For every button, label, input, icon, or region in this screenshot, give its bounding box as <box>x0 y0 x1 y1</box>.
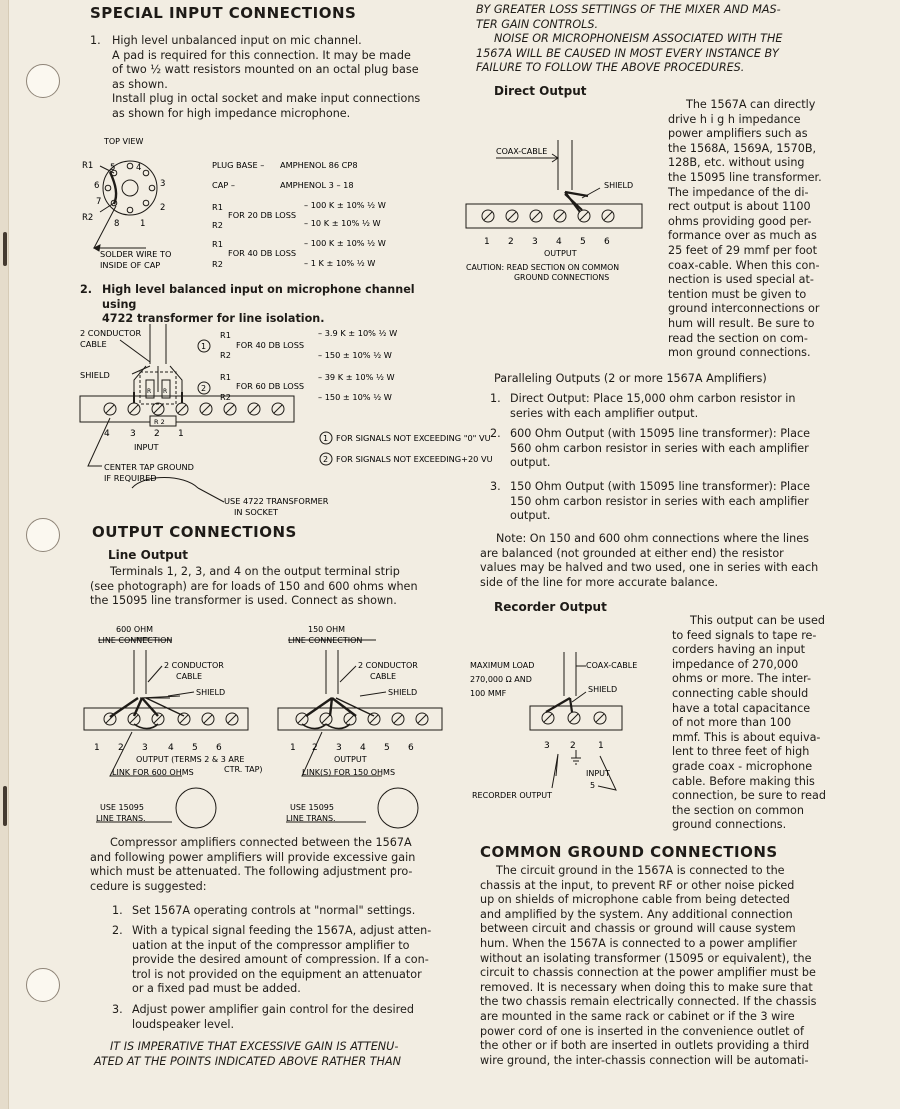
terminal-number: 5 <box>580 237 586 247</box>
line-output-heading: Line Output <box>108 548 188 562</box>
text-line: 560 ohm carbon resistor in series with each amplifier <box>510 441 809 455</box>
terminal-number: 6 <box>604 237 610 247</box>
loss-40-label: FOR 40 DB LOSS <box>228 248 297 258</box>
item-2-text <box>102 283 452 327</box>
step-3-number: 3. <box>112 1003 123 1016</box>
text-line: mmf. This is about equiva- <box>672 730 821 744</box>
r1-value: – 39 K ± 10% ½ W <box>318 372 395 382</box>
r2-box-label: R 2 <box>154 418 165 426</box>
transformer-note: USE 15095 <box>100 803 144 812</box>
text-line: 150 ohm carbon resistor in series with each amplifier <box>510 494 809 508</box>
step-1-text <box>132 904 452 919</box>
text-line: The 1567A can directly <box>686 98 816 111</box>
item-1-number: 1. <box>90 34 101 47</box>
transformer-symbol <box>378 788 418 828</box>
punch-hole <box>26 64 60 98</box>
text-line: Note: On 150 and 600 ohm connections where the lines <box>496 532 809 545</box>
terminal-number: 2 <box>508 237 514 247</box>
terminal-number: 2 <box>312 743 318 753</box>
solder-note: INSIDE OF CAP <box>100 260 161 270</box>
terminal-number: 5 <box>192 743 198 753</box>
item-1-text <box>112 34 452 122</box>
step-1-number: 1. <box>112 904 123 917</box>
600-ohm-label: 600 OHM <box>116 625 154 634</box>
text-line: coax-cable. When this con- <box>668 258 820 272</box>
parallel-item-text <box>510 392 832 421</box>
text-line: FAILURE TO FOLLOW THE ABOVE PROCEDURES. <box>476 61 745 75</box>
pin-label: 1 <box>140 219 146 229</box>
text-line: loudspeaker level. <box>132 1017 235 1031</box>
shield-label: SHIELD <box>388 688 418 697</box>
terminal-number: 2 <box>118 743 124 753</box>
loss-20-label: FOR 20 DB LOSS <box>228 210 297 220</box>
text-line: of two ½ watt resistors mounted on an octal plug base <box>112 63 419 77</box>
compressor-text <box>90 836 446 894</box>
r1-label: R1 <box>212 202 223 212</box>
paralleling-note <box>480 532 832 590</box>
common-ground-text <box>480 864 830 1068</box>
text-line: the other or if both are inserted in outlets providing a third <box>480 1039 810 1053</box>
pin-label: 6 <box>94 181 100 191</box>
text-line: ATED AT THE POINTS INDICATED ABOVE RATHER THAN <box>94 1054 401 1068</box>
binding-mark <box>3 232 7 266</box>
shield-label: SHIELD <box>196 688 226 697</box>
option-1-number: 1 <box>201 342 207 351</box>
r2-value: – 150 ± 10% ½ W <box>318 392 392 402</box>
max-load-label: MAXIMUM LOAD <box>470 661 535 670</box>
parallel-item-number: 2. <box>490 427 501 440</box>
step-3-text <box>132 1003 452 1032</box>
cable-label: 2 CONDUCTOR <box>164 661 224 670</box>
text-line: to feed signals to tape re- <box>672 628 817 642</box>
text-line: A pad is required for this connection. It may be made <box>112 48 411 62</box>
text-line: cedure is suggested: <box>90 879 207 893</box>
direct-output-text <box>668 98 832 361</box>
r2-value: – 1 K ± 10% ½ W <box>304 258 376 268</box>
cable-label: CABLE <box>370 672 397 681</box>
text-line: chassis at the input, to prevent RF or other noise picked <box>480 878 795 892</box>
link-600-label: LINK FOR 600 OHMS <box>112 768 194 777</box>
solder-note: SOLDER WIRE TO <box>100 249 172 259</box>
terminal-number: 4 <box>168 743 174 753</box>
text-line: lent to three feet of high <box>672 745 810 759</box>
terminal-strip <box>80 396 294 422</box>
cap-value: AMPHENOL 3 – 18 <box>280 180 354 190</box>
warning-continued <box>476 3 832 76</box>
max-load-label: 100 MMF <box>470 689 507 698</box>
r1-value: – 100 K ± 10% ½ W <box>304 238 386 248</box>
text-line: formance over as much as <box>668 229 817 243</box>
output-label: OUTPUT <box>544 249 577 258</box>
text-line: (see photograph) are for loads of 150 and 600 ohms when <box>90 579 418 593</box>
text-line: removed. It is necessary when doing this to make sure that <box>480 980 813 994</box>
terminal-strip <box>530 706 622 730</box>
paralleling-heading: Paralleling Outputs (2 or more 1567A Amplifiers) <box>494 372 767 385</box>
signal-note: FOR SIGNALS NOT EXCEEDING+20 VU <box>336 454 493 464</box>
text-line: The impedance of the di- <box>668 185 809 199</box>
text-line: Terminals 1, 2, 3, and 4 on the output terminal strip <box>110 565 400 578</box>
pin-label: 3 <box>160 179 166 189</box>
input-number: 5 <box>590 781 596 790</box>
text-line: between circuit and chassis or ground will cause system <box>480 922 796 936</box>
text-line: circuit to chassis connection at the power amplifier must be <box>480 966 816 980</box>
cable-label: 2 CONDUCTOR <box>80 328 142 338</box>
terminal-number: 3 <box>142 743 148 753</box>
text-line: the two chassis remain electrically connected. If the chassis <box>480 995 817 1009</box>
terminal-number: 2 <box>154 429 160 439</box>
text-line: power amplifiers such as <box>668 127 808 141</box>
text-line: read the section on com- <box>668 331 808 345</box>
text-line: as shown for high impedance microphone. <box>112 106 351 120</box>
item-2-number: 2. <box>80 283 93 296</box>
recorder-output-diagram <box>468 648 668 806</box>
text-line: With a typical signal feeding the 1567A, adjust atten- <box>132 924 432 937</box>
output-terms-label: OUTPUT (TERMS 2 & 3 ARE <box>136 755 245 764</box>
text-line: up on shields of microphone cable from being detected <box>480 893 790 907</box>
text-line: ohms or more. The inter- <box>672 672 812 686</box>
text-line: connection, be sure to read <box>672 789 826 803</box>
transformer-note: LINE TRANS. <box>96 814 146 823</box>
text-line: rect output is about 1100 <box>668 200 811 214</box>
r1-label: R1 <box>220 330 231 340</box>
pin-label: 5 <box>110 163 116 173</box>
text-line: Install plug in octal socket and make input connections <box>112 92 421 106</box>
text-line: cable. Before making this <box>672 774 815 788</box>
socket-key <box>122 180 138 196</box>
terminal-number: 1 <box>598 741 604 751</box>
terminal-number: 6 <box>408 743 414 753</box>
resistor-label: R <box>163 388 168 395</box>
text-line: 1567A WILL BE CAUSED IN MOST EVERY INSTANCE BY <box>476 46 779 60</box>
text-line: which must be attenuated. The following adjustment pro- <box>90 865 413 879</box>
loss-60-label: FOR 60 DB LOSS <box>236 381 305 391</box>
text-line: nection is used special at- <box>668 273 814 287</box>
cable-label: 2 CONDUCTOR <box>358 661 418 670</box>
terminal-number: 1 <box>178 429 184 439</box>
text-line: High level unbalanced input on mic channel. <box>112 34 362 47</box>
cable-label: CABLE <box>80 339 107 349</box>
text-line: the 15095 line transformer. <box>668 170 822 184</box>
text-line: hum will result. Be sure to <box>668 316 815 330</box>
plug-base-value: AMPHENOL 86 CP8 <box>280 160 358 170</box>
caution-note: GROUND CONNECTIONS <box>514 273 610 282</box>
text-line: mon ground connections. <box>668 346 811 360</box>
text-line: impedance of 270,000 <box>672 657 799 671</box>
text-line: Set 1567A operating controls at "normal" settings. <box>132 904 416 917</box>
parallel-item-text <box>510 427 832 471</box>
punch-hole <box>26 518 60 552</box>
text-line: 600 Ohm Output (with 15095 line transformer): Place <box>510 427 810 440</box>
text-line: and following power amplifiers will provide excessive gain <box>90 850 416 864</box>
balanced-input-diagram <box>74 322 493 518</box>
text-line: uation at the input of the compressor amplifier to <box>132 938 410 952</box>
r2-label: R2 <box>212 220 223 230</box>
text-line: are mounted in the same rack or cabinet or if the 3 wire <box>480 1009 795 1023</box>
coax-label: COAX-CABLE <box>586 661 638 670</box>
text-line: as shown. <box>112 77 168 91</box>
text-line: ground interconnections or <box>668 302 820 316</box>
terminal-number: 1 <box>484 237 490 247</box>
text-line: tention must be given to <box>668 287 807 301</box>
text-line: the section on common <box>672 803 804 817</box>
special-input-heading: SPECIAL INPUT CONNECTIONS <box>90 4 357 22</box>
text-line: Compressor amplifiers connected between the 1567A <box>110 836 412 849</box>
text-line: ohms providing good per- <box>668 214 812 228</box>
transformer-note: USE 15095 <box>290 803 334 812</box>
direct-output-diagram <box>462 136 666 284</box>
text-line: connecting cable should <box>672 686 809 700</box>
terminal-number: 3 <box>532 237 538 247</box>
150-ohm-label: 150 OHM <box>308 625 346 634</box>
text-line: values may be halved and two used, one in series with each <box>480 561 819 575</box>
center-tap-label: CTR. TAP) <box>224 765 263 774</box>
line-output-text <box>90 565 452 609</box>
r1-value: – 100 K ± 10% ½ W <box>304 200 386 210</box>
octal-plug-diagram <box>80 130 440 280</box>
terminal-number: 3 <box>544 741 550 751</box>
terminal-number: 1 <box>94 743 100 753</box>
step-2-number: 2. <box>112 924 123 937</box>
cap-label: CAP – <box>212 180 235 190</box>
text-line: High level balanced input on microphone channel using <box>102 283 415 311</box>
parallel-item-text <box>510 480 832 524</box>
note-2-number: 2 <box>323 455 329 464</box>
text-line: 4722 transformer for line isolation. <box>102 312 325 326</box>
text-line: output. <box>510 509 551 523</box>
recorder-output-text <box>672 614 832 833</box>
text-line: side of the line for more accurate balance. <box>480 575 719 589</box>
recorder-output-heading: Recorder Output <box>494 600 607 614</box>
r1-label: R1 <box>212 239 223 249</box>
terminal-number: 4 <box>104 429 110 439</box>
pin-label: R1 <box>82 161 94 171</box>
pin-label: 2 <box>160 203 166 213</box>
r1-label: R1 <box>220 372 231 382</box>
pin-label: 4 <box>136 163 142 173</box>
text-line: trol is not provided on the equipment an attenuator <box>132 967 422 981</box>
link-150-label: LINK(S) FOR 150 OHMS <box>302 768 396 777</box>
terminal-strip <box>84 708 248 730</box>
terminal-number: 1 <box>290 743 296 753</box>
imperative-warning <box>90 1040 448 1069</box>
text-line: TER GAIN CONTROLS. <box>476 17 599 31</box>
text-line: series with each amplifier output. <box>510 406 699 420</box>
text-line: corders having an input <box>672 643 806 657</box>
text-line: provide the desired amount of compression. If a con- <box>132 953 429 967</box>
coax-label: COAX-CABLE <box>496 147 548 156</box>
caution-note: CAUTION: READ SECTION ON COMMON <box>466 263 620 272</box>
text-line: drive h i g h impedance <box>668 112 801 126</box>
r2-value: – 10 K ± 10% ½ W <box>304 218 381 228</box>
text-line: Adjust power amplifier gain control for the desired <box>132 1003 414 1016</box>
signal-note: FOR SIGNALS NOT EXCEEDING "0" VU <box>336 433 491 443</box>
text-line: power cord of one is inserted in the convenience outlet of <box>480 1024 804 1038</box>
page-edge <box>0 0 9 1109</box>
text-line: or a fixed pad must be added. <box>132 982 301 996</box>
transformer-note: LINE TRANS. <box>286 814 336 823</box>
r2-label: R2 <box>220 392 231 402</box>
text-line: 128B, etc. without using <box>668 156 805 170</box>
note-1-number: 1 <box>323 434 329 443</box>
text-line: IT IS IMPERATIVE THAT EXCESSIVE GAIN IS ATTENU- <box>110 1040 399 1053</box>
transformer-symbol <box>176 788 216 828</box>
text-line: ground connections. <box>672 818 787 832</box>
terminal-number: 3 <box>336 743 342 753</box>
option-2-number: 2 <box>201 384 207 393</box>
transformer-note: USE 4722 TRANSFORMER <box>224 496 329 506</box>
plug-base-label: PLUG BASE – <box>212 160 265 170</box>
terminal-number: 3 <box>130 429 136 439</box>
loss-40-label: FOR 40 DB LOSS <box>236 340 305 350</box>
r2-value: – 150 ± 10% ½ W <box>318 350 392 360</box>
r2-label: R2 <box>212 259 223 269</box>
text-line: are balanced (not grounded at either end) the resistor <box>480 546 784 560</box>
output-connections-heading: OUTPUT CONNECTIONS <box>92 523 297 541</box>
text-line: This output can be used <box>690 614 825 627</box>
top-view-label: TOP VIEW <box>104 137 144 146</box>
text-line: the 1568A, 1569A, 1570B, <box>668 141 817 155</box>
cable-label: CABLE <box>176 672 203 681</box>
resistor-label: R <box>147 388 152 395</box>
r2-label: R2 <box>220 350 231 360</box>
text-line: wire ground, the inter-chassis connection will be automati- <box>480 1053 809 1067</box>
center-tap-note: CENTER TAP GROUND <box>104 462 194 472</box>
text-line: grade coax - microphone <box>672 759 813 773</box>
terminal-number: 6 <box>216 743 222 753</box>
r1-value: – 3.9 K ± 10% ½ W <box>318 328 398 338</box>
shield-label: SHIELD <box>80 370 110 380</box>
binding-mark <box>3 786 7 826</box>
text-line: without an isolating transformer (15095 or equivalent), the <box>480 951 812 965</box>
terminal-number: 4 <box>556 237 562 247</box>
pin-label: R2 <box>82 213 94 223</box>
text-line: Direct Output: Place 15,000 ohm carbon resistor in <box>510 392 796 405</box>
600-ohm-label: LINE CONNECTION <box>98 636 173 645</box>
text-line: and amplified by the system. Any additional connection <box>480 907 793 921</box>
text-line: BY GREATER LOSS SETTINGS OF THE MIXER AND MAS- <box>476 3 781 16</box>
center-tap-note: IF REQUIRED <box>104 473 157 483</box>
text-line: the 15095 line transformer is used. Connect as shown. <box>90 594 397 608</box>
input-label: INPUT <box>134 442 159 452</box>
pin-label: 7 <box>96 197 102 207</box>
text-line: output. <box>510 456 551 470</box>
terminal-number: 2 <box>570 741 576 751</box>
output-label: OUTPUT <box>334 755 367 764</box>
150-ohm-label: LINE CONNECTION <box>288 636 363 645</box>
parallel-item-number: 1. <box>490 392 501 405</box>
step-2-text <box>132 924 452 997</box>
terminal-number: 4 <box>360 743 366 753</box>
terminal-number: 5 <box>384 743 390 753</box>
direct-output-heading: Direct Output <box>494 84 587 98</box>
pin-label: 8 <box>114 219 120 229</box>
shield-label: SHIELD <box>604 181 634 190</box>
recorder-output-label: RECORDER OUTPUT <box>472 791 552 800</box>
text-line: 25 feet of 29 mmf per foot <box>668 243 818 257</box>
max-load-label: 270,000 Ω AND <box>470 675 532 684</box>
common-ground-heading: COMMON GROUND CONNECTIONS <box>480 843 778 861</box>
line-output-diagram <box>76 620 438 830</box>
parallel-item-number: 3. <box>490 480 501 493</box>
text-line: 150 Ohm Output (with 15095 line transformer): Place <box>510 480 810 493</box>
text-line: have a total capacitance <box>672 701 811 715</box>
text-line: hum. When the 1567A is connected to a power amplifier <box>480 936 798 950</box>
input-label: INPUT <box>586 769 610 778</box>
punch-hole <box>26 968 60 1002</box>
transformer-note: IN SOCKET <box>234 507 279 517</box>
text-line: NOISE OR MICROPHONEISM ASSOCIATED WITH THE <box>494 32 783 46</box>
text-line: of not more than 100 <box>672 716 792 730</box>
text-line: The circuit ground in the 1567A is connected to the <box>496 864 785 877</box>
shield-label: SHIELD <box>588 685 618 694</box>
